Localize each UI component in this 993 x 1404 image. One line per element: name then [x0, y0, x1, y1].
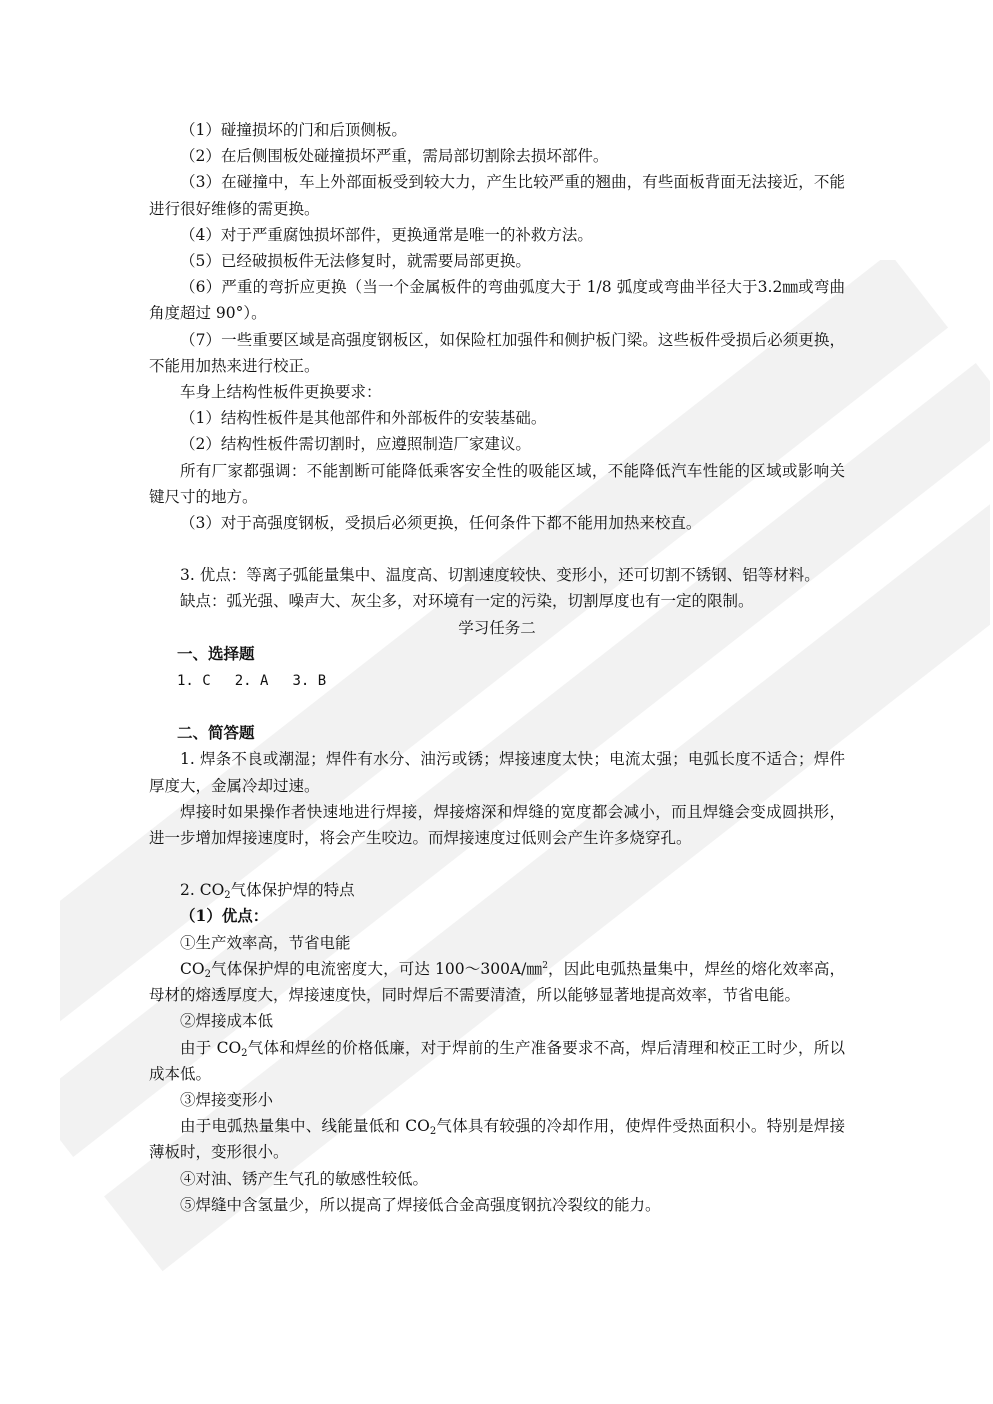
- question-title: 2. $CO_2$气体保护焊的特点: [180, 881, 355, 902]
- choice-answers: [149, 667, 845, 694]
- advantages-title: （1）优点：: [180, 906, 269, 926]
- paragraph: 焊接时如果操作者快速地进行焊接，焊接熔深和焊缝的宽度都会减小，而且焊缝会变成圆拱形，进一步增加焊接速度时，将会产生咬边。而焊接速度过低则会产生许多烧穿孔。: [149, 802, 845, 848]
- choice-answer: 2. A: [234, 673, 269, 690]
- paragraph: （3）对于高强度钢板，受损后必须更换，任何条件下都不能用加热来校直。: [180, 514, 702, 533]
- paragraph: $CO_2$气体保护焊的电流密度大，可达 100～300A/㎜$^2$，因此电弧热量集中，焊丝的熔化效率高，母材的熔透厚度大，焊接速度快，同时焊后不需要清渣，所以能够显著地提高效率，节省电能。: [149, 959, 845, 1005]
- paragraph: 由于电弧热量集中、线能量低和 $CO_2$气体具有较强的冷却作用，使焊件受热面积小。特别是焊接薄板时，变形很小。: [149, 1117, 845, 1162]
- paragraph: （1）结构性板件是其他部件和外部板件的安装基础。: [180, 409, 547, 428]
- paragraph: （7）一些重要区域是高强度钢板区，如保险杠加强件和侧护板门梁。这些板件受损后必须更换，不能用加热来进行校正。: [149, 330, 845, 375]
- paragraph: （1）碰撞损坏的门和后顶侧板。: [180, 121, 407, 139]
- paragraph: 3. 优点：等离子弧能量集中、温度高、切割速度较快、变形小，还可切割不锈钢、铝等材料。: [180, 566, 820, 585]
- choice-answer: 3. B: [292, 673, 327, 690]
- paragraph: （3）在碰撞中，车上外部面板受到较大力，产生比较严重的翘曲，有些面板背面无法接近，不能进行很好维修的需更换。: [149, 173, 845, 218]
- paragraph: （2）结构性板件需切割时，应遵照制造厂家建议。: [180, 435, 531, 454]
- structural-heading: 车身上结构性板件更换要求：: [180, 383, 382, 402]
- paragraph: （5）已经破损板件无法修复时，就需要局部更换。: [180, 252, 531, 271]
- section-title: 一、选择题: [177, 643, 255, 663]
- paragraph: 由于 $CO_2$气体和焊丝的价格低廉，对于焊前的生产准备要求不高，焊后清理和校正工时少，所以成本低。: [149, 1038, 845, 1083]
- paragraph: （2）在后侧围板处碰撞损坏严重，需局部切割除去损坏部件。: [180, 147, 609, 166]
- paragraph: 1. 焊条不良或潮湿；焊件有水分、油污或锈；焊接速度太快；电流太强；电弧长度不适合；焊件厚度大，金属冷却过速。: [149, 750, 845, 795]
- section-title: 二、简答题: [177, 723, 255, 743]
- paragraph: 所有厂家都强调：不能割断可能降低乘客安全性的吸能区域，不能降低汽车性能的区域或影响关键尺寸的地方。: [149, 461, 845, 506]
- point-title: ①生产效率高，节省电能: [180, 933, 351, 952]
- paragraph: ⑤焊缝中含氢量少，所以提高了焊接低合金高强度钢抗冷裂纹的能力。: [180, 1195, 661, 1214]
- document-page: [149, 117, 845, 1218]
- paragraph: （6）严重的弯折应更换（当一个金属板件的弯曲弧度大于 1/8 弧度或弯曲半径大于3.2㎜或弯曲角度超过 90°）。: [149, 278, 845, 323]
- point-title: ②焊接成本低: [180, 1012, 274, 1031]
- paragraph: 缺点：弧光强、噪声大、灰尘多，对环境有一定的污染，切割厚度也有一定的限制。: [180, 592, 754, 611]
- choice-answer: 1. C: [177, 673, 211, 690]
- point-title: ③焊接变形小: [180, 1090, 274, 1109]
- task-title: 学习任务二: [458, 618, 536, 637]
- paragraph: ④对油、锈产生气孔的敏感性较低。: [180, 1169, 429, 1188]
- paragraph: （4）对于严重腐蚀损坏部件，更换通常是唯一的补救方法。: [180, 225, 593, 244]
